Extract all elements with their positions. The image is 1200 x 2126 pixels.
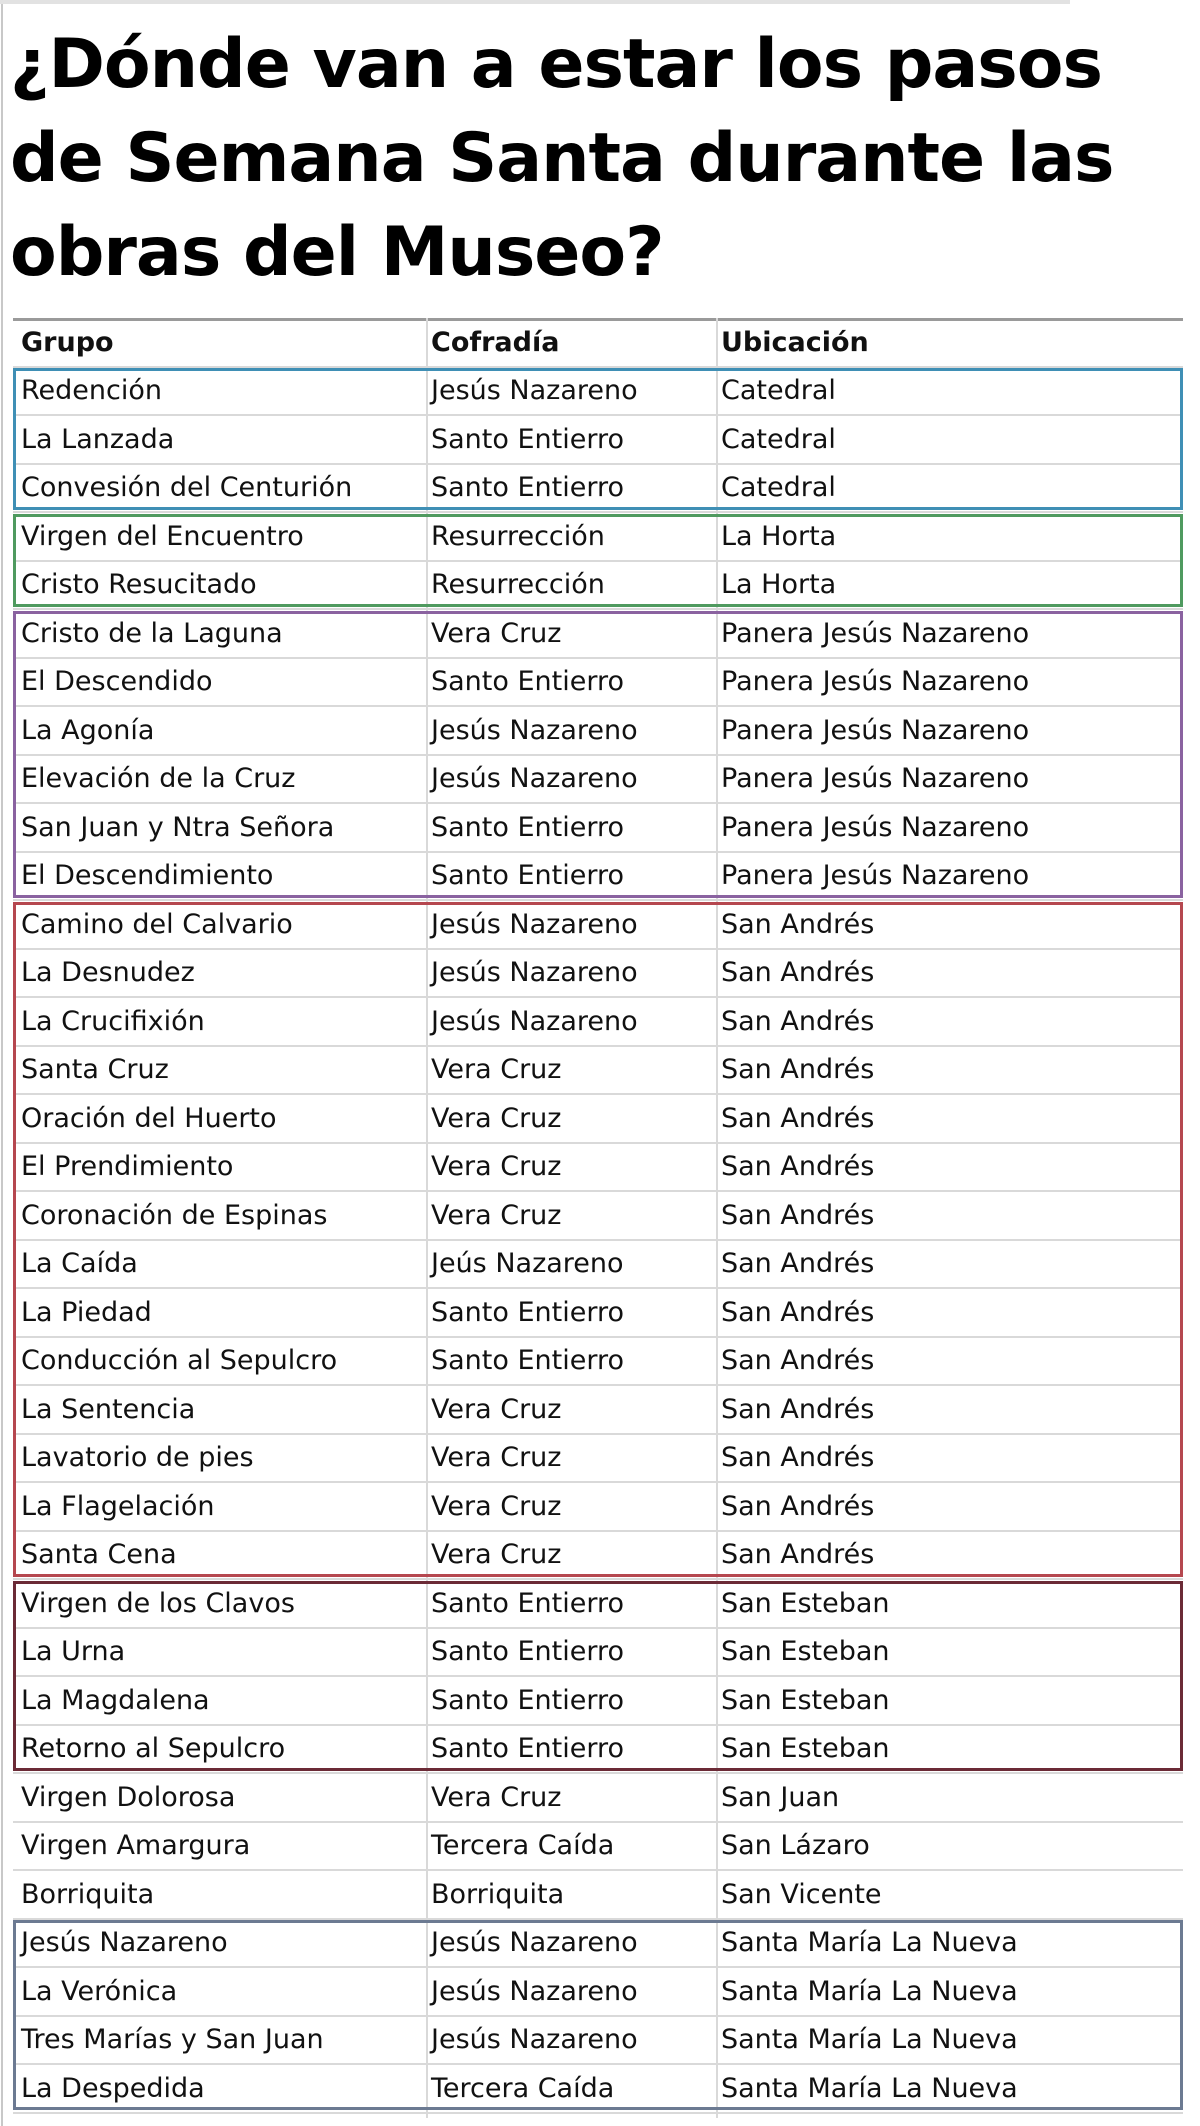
cell-cofradia: Vera Cruz [431,617,562,649]
cell-grupo: La Crucifixión [21,1005,205,1037]
table-row [13,1532,1183,1580]
cell-cofradia: Jesús Nazareno [431,957,638,988]
cell-cofradia: Vera Cruz [431,1054,562,1085]
cell-ubicacion: San Andrés [721,1345,875,1376]
cell-ubicacion: San Andrés [721,1393,875,1425]
cell-ubicacion: San Esteban [721,1733,890,1764]
cell-cofradia: Borriquita [431,1878,565,1910]
cell-grupo: La Sentencia [21,1393,196,1425]
cell-ubicacion: Santa María La Nueva [721,1975,1018,2007]
cell-cofradia: Santo Entierro [431,1587,625,1619]
cell-cofradia: Tercera Caída [431,1830,615,1861]
cell-ubicacion: Catedral [721,472,836,503]
cell-ubicacion: San Juan [721,1781,840,1813]
table-row [13,1484,1183,1532]
cell-grupo: La Despedida [21,2072,205,2104]
cell-grupo: La Piedad [21,1296,152,1328]
table-row [13,1823,1183,1871]
cell-cofradia: Vera Cruz [431,1151,562,1182]
cell-cofradia: Vera Cruz [431,1199,562,1231]
table-row [13,708,1183,756]
cell-ubicacion: San Andrés [721,908,875,940]
cell-ubicacion: Catedral [721,423,836,455]
table-row [13,2066,1183,2114]
cell-grupo: Virgen Dolorosa [21,1781,236,1813]
table-row [13,1096,1183,1144]
cell-grupo: Cristo Resucitado [21,569,257,600]
cell-ubicacion: San Lázaro [721,1830,870,1861]
top-edge-rule [0,0,1070,4]
cell-ubicacion: San Esteban [721,1684,890,1716]
cell-cofradia: Jesús Nazareno [431,1927,638,1958]
cell-grupo: Conducción al Sepulcro [21,1345,338,1376]
cell-cofradia: Vera Cruz [431,1102,562,1134]
cell-grupo: Convesión del Centurión [21,472,353,503]
header-grupo: Grupo [21,327,114,358]
cell-cofradia: Santo Entierro [431,811,625,843]
cell-ubicacion: Santa María La Nueva [721,2024,1018,2055]
table-row [13,1775,1183,1823]
table-row [13,1241,1183,1289]
table-row [13,611,1183,659]
cell-ubicacion: San Vicente [721,1878,882,1910]
table-row [13,756,1183,804]
table-row [13,659,1183,707]
table-row [13,1678,1183,1726]
cell-cofradia: Santo Entierro [431,1345,625,1376]
cell-cofradia: Santo Entierro [431,1684,625,1716]
table-row [13,1290,1183,1338]
header-ubicacion: Ubicación [721,327,869,358]
cell-cofradia: Resurrección [431,520,605,552]
cell-grupo: El Prendimiento [21,1151,234,1182]
cell-cofradia: Jeús Nazareno [431,1248,624,1279]
table-row [13,805,1183,853]
cell-grupo: La Caída [21,1248,138,1279]
cell-grupo: Jesús Nazareno [21,1927,228,1958]
cell-ubicacion: La Horta [721,520,837,552]
cell-cofradia: Resurrección [431,569,605,600]
cell-grupo: La Flagelación [21,1490,215,1522]
cell-grupo: La Agonía [21,714,155,746]
table-row [13,1726,1183,1774]
table-row [13,1629,1183,1677]
cell-ubicacion: San Andrés [721,957,875,988]
cell-grupo: Virgen de los Clavos [21,1587,295,1619]
cell-grupo: Santa Cena [21,1539,177,1570]
cell-cofradia: Santo Entierro [431,666,625,697]
table-row [13,1387,1183,1435]
cell-cofradia: Santo Entierro [431,472,625,503]
cell-ubicacion: San Andrés [721,1442,875,1473]
cell-ubicacion: San Andrés [721,1054,875,1085]
cell-ubicacion: Santa María La Nueva [721,2072,1018,2104]
cell-cofradia: Jesús Nazareno [431,1975,638,2007]
cell-cofradia: Vera Cruz [431,1539,562,1570]
table-row [13,2017,1183,2065]
cell-ubicacion: Catedral [721,375,836,406]
cell-ubicacion: San Esteban [721,1587,890,1619]
table-header-row [13,320,1183,368]
cell-cofradia: Santo Entierro [431,1296,625,1328]
cell-grupo: Santa Cruz [21,1054,169,1085]
cell-grupo: Virgen Amargura [21,1830,251,1861]
page-edge-rule [1,0,3,2126]
cell-cofradia: Santo Entierro [431,860,625,891]
cell-grupo: Lavatorio de pies [21,1442,254,1473]
table-row [13,562,1183,610]
cell-ubicacion: Panera Jesús Nazareno [721,714,1030,746]
cell-cofradia: Jesús Nazareno [431,714,638,746]
cell-grupo: La Lanzada [21,423,175,455]
cell-grupo: Camino del Calvario [21,908,293,940]
cell-grupo: Oración del Huerto [21,1102,277,1134]
table-row [13,368,1183,416]
cell-grupo: Virgen del Encuentro [21,520,304,552]
cell-grupo: La Desnudez [21,957,195,988]
table-row [13,999,1183,1047]
cell-grupo: Redención [21,375,162,406]
cell-ubicacion: Panera Jesús Nazareno [721,811,1030,843]
cell-cofradia: Vera Cruz [431,1490,562,1522]
page-title: ¿Dónde van a estar los pasos de Semana Santa durante las obras del Museo? [10,25,1114,292]
cell-cofradia: Jesús Nazareno [431,1005,638,1037]
cell-grupo: Borriquita [21,1878,155,1910]
table-row [13,1969,1183,2017]
cell-ubicacion: Panera Jesús Nazareno [721,617,1030,649]
table-row [13,950,1183,998]
cell-cofradia: Vera Cruz [431,1393,562,1425]
table-row [13,1338,1183,1386]
table-row [13,1435,1183,1483]
table-row [13,1872,1183,1920]
table-row [13,417,1183,465]
cell-cofradia: Santo Entierro [431,1733,625,1764]
cell-ubicacion: San Andrés [721,1248,875,1279]
cell-grupo: La Urna [21,1636,126,1667]
table-row [13,465,1183,513]
table-row [13,1047,1183,1095]
cell-cofradia: Jesús Nazareno [431,375,638,406]
cell-ubicacion: Panera Jesús Nazareno [721,763,1030,794]
cell-ubicacion: San Andrés [721,1151,875,1182]
cell-ubicacion: San Andrés [721,1199,875,1231]
cell-ubicacion: La Horta [721,569,837,600]
cell-grupo: La Magdalena [21,1684,210,1716]
cell-cofradia: Vera Cruz [431,1781,562,1813]
table-row [13,902,1183,950]
cell-ubicacion: Panera Jesús Nazareno [721,860,1030,891]
cell-cofradia: Jesús Nazareno [431,763,638,794]
cell-grupo: La Verónica [21,1975,178,2007]
cell-ubicacion: San Andrés [721,1539,875,1570]
cell-cofradia: Santo Entierro [431,1636,625,1667]
cell-grupo: Elevación de la Cruz [21,763,296,794]
table-row [13,1144,1183,1192]
table-row [13,1920,1183,1968]
cell-ubicacion: San Andrés [721,1296,875,1328]
cell-ubicacion: Santa María La Nueva [721,1927,1018,1958]
cell-grupo: San Juan y Ntra Señora [21,811,335,843]
cell-ubicacion: Panera Jesús Nazareno [721,666,1030,697]
cell-grupo: El Descendido [21,666,213,697]
cell-cofradia: Santo Entierro [431,423,625,455]
cell-cofradia: Jesús Nazareno [431,908,638,940]
cell-ubicacion: San Andrés [721,1490,875,1522]
cell-grupo: Coronación de Espinas [21,1199,328,1231]
cell-grupo: Cristo de la Laguna [21,617,283,649]
cell-grupo: Tres Marías y San Juan [21,2024,324,2055]
table-row [13,514,1183,562]
cell-cofradia: Vera Cruz [431,1442,562,1473]
cell-ubicacion: San Andrés [721,1102,875,1134]
cell-grupo: Retorno al Sepulcro [21,1733,286,1764]
header-cofradia: Cofradía [431,327,560,358]
cell-grupo: El Descendimiento [21,860,274,891]
cell-ubicacion: San Andrés [721,1005,875,1037]
cell-cofradia: Tercera Caída [431,2072,615,2104]
table-row [13,1581,1183,1629]
table-row [13,853,1183,901]
cell-cofradia: Jesús Nazareno [431,2024,638,2055]
table-row [13,1193,1183,1241]
cell-ubicacion: San Esteban [721,1636,890,1667]
